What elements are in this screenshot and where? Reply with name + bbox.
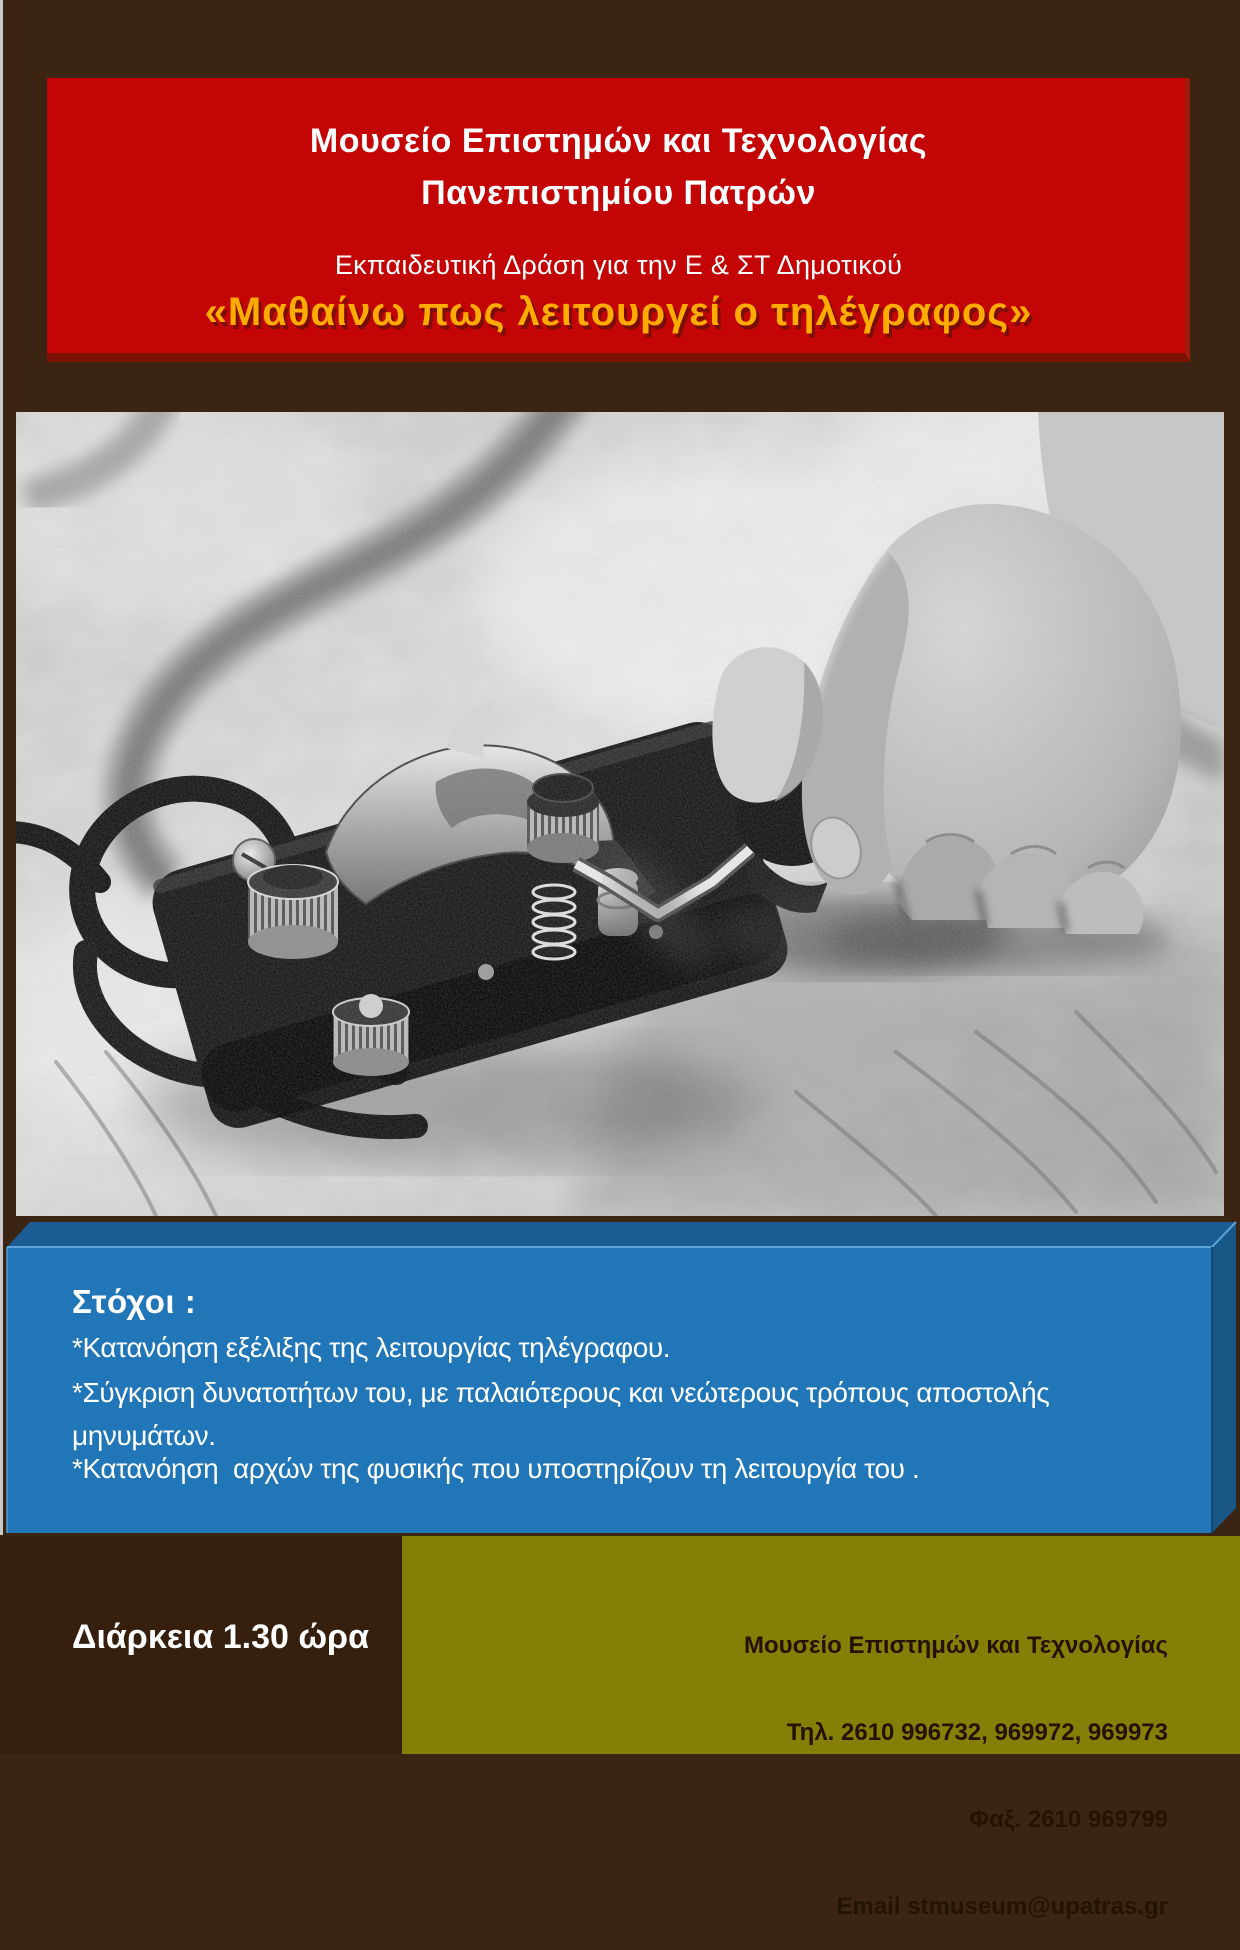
goals-heading: Στόχοι :	[72, 1283, 197, 1320]
telegraph-key-photo	[16, 412, 1224, 1216]
header-subtitle: Εκπαιδευτική Δράση για την Ε & ΣΤ Δημοτικού	[334, 250, 903, 280]
goal-line-2-wrap: μηνυμάτων.	[72, 1420, 216, 1451]
goal-line-2: *Σύγκριση δυνατοτήτων του, με παλαιότερους και νεώτερους τρόπους αποστολής	[72, 1377, 1050, 1408]
museum-title-line2: Πανεπιστημίου Πατρών	[421, 174, 816, 212]
museum-title-line1: Μουσείο Επιστημών και Τεχνολογίας	[309, 122, 928, 160]
contact-email: Email stmuseum@upatras.gr	[836, 1893, 1168, 1920]
goal-line-1: *Κατανόηση εξέλιξης της λειτουργίας τηλέγραφου.	[72, 1332, 671, 1363]
contact-museum-name: Μουσείο Επιστημών και Τεχνολογίας	[744, 1632, 1168, 1659]
contact-phone: Τηλ. 2610 996732, 969972, 969973	[786, 1719, 1168, 1746]
contact-block	[548, 1573, 1168, 1950]
header-slogan: «Μαθαίνω πως λειτουργεί ο τηλέγραφος»	[204, 290, 1033, 334]
contact-fax: Φαξ. 2610 969799	[969, 1806, 1168, 1833]
duration-text: Διάρκεια 1.30 ώρα	[72, 1618, 369, 1656]
photo-illustration	[16, 412, 1224, 1216]
goal-line-3: *Κατανόηση αρχών της φυσικής που υποστηρίζουν τη λειτουργία του .	[72, 1453, 920, 1484]
photo-grain-overlay	[16, 412, 1224, 1216]
